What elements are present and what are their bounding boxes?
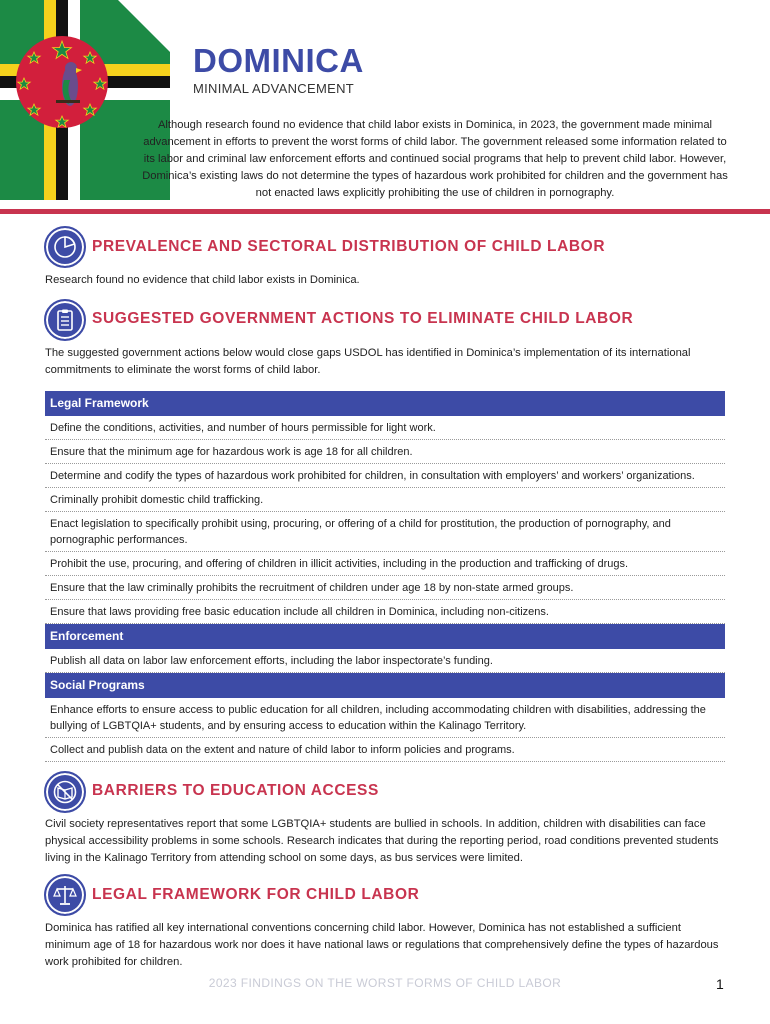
intro-paragraph: Although research found no evidence that child labor exists in Dominica, in 2023, the government made minimal advancement in efforts to prevent the worst forms of child labor. The government released some information related to its labor and criminal law enforcement efforts and continued social programs that help to prevent child labor. However, Dominica’s existing laws do not determine the types of hazardous work prohibited for children and the government has not enacted laws explicitly prohibiting the use of children in pornography. — [142, 119, 728, 199]
section-title-actions: SUGGESTED GOVERNMENT ACTIONS TO ELIMINATE CHILD LABOR — [92, 310, 634, 327]
barriers-text: Civil society representatives report that some LGBTQIA+ students are bullied in schools. In addition, children with disabilities can face physical accessibility problems in some schools. Research indicates that during the reporting period, road conditions prevented students living in the Kalinago Territory from attending school on some days, as bus services were limited. — [45, 818, 719, 864]
footer-report-title: 2023 FINDINGS ON THE WORST FORMS OF CHILD LABOR — [208, 976, 562, 990]
prevalence-text: Research found no evidence that child labor exists in Dominica. — [45, 274, 360, 286]
actions-intro-text: The suggested government actions below would close gaps USDOL has identified in Dominica’s implementation of its international commitments to eliminate the worst forms of child labor. — [45, 347, 691, 376]
header-divider — [0, 209, 770, 214]
table-group-heading: Social Programs — [45, 673, 725, 698]
table-row: Enhance efforts to ensure access to public education for all children, including accommodating children with disabilities, addressing the bullying of LGBTQIA+ students, and by ensuring access to education within the Kalinago Territory. — [45, 698, 725, 738]
table-row: Publish all data on labor law enforcement efforts, including the labor inspectorate’s funding. — [45, 649, 725, 673]
legal-text: Dominica has ratified all key international conventions concerning child labor. However, Dominica has not established a sufficient minimum age of 18 for hazardous work nor does it have national laws or regulations that comprehensively define the types of hazardous work prohibited for children. — [45, 922, 719, 968]
no-book-icon — [44, 771, 86, 813]
section-title-legal: LEGAL FRAMEWORK FOR CHILD LABOR — [92, 886, 420, 903]
table-row: Criminally prohibit domestic child trafficking. — [45, 488, 725, 512]
table-row: Ensure that laws providing free basic education include all children in Dominica, including non-citizens. — [45, 600, 725, 624]
page-title: DOMINICA — [193, 42, 364, 79]
table-row: Determine and codify the types of hazardous work prohibited for children, in consultation with employers’ and workers’ organizations. — [45, 464, 725, 488]
table-group-heading: Enforcement — [45, 624, 725, 649]
table-group-heading: Legal Framework — [45, 391, 725, 416]
assessment-level: MINIMAL ADVANCEMENT — [193, 81, 354, 96]
scales-icon — [44, 874, 86, 916]
table-row: Ensure that the minimum age for hazardous work is age 18 for all children. — [45, 440, 725, 464]
table-row: Enact legislation to specifically prohibit using, procuring, or offering of a child for prostitution, the production of pornography, and pornographic performances. — [45, 512, 725, 552]
page-number: 1 — [716, 976, 724, 992]
table-row: Prohibit the use, procuring, and offering of children in illicit activities, including in the production and trafficking of drugs. — [45, 552, 725, 576]
clipboard-icon — [44, 299, 86, 341]
table-row: Collect and publish data on the extent and nature of child labor to inform policies and programs. — [45, 738, 725, 762]
table-row: Define the conditions, activities, and number of hours permissible for light work. — [45, 416, 725, 440]
table-row: Ensure that the law criminally prohibits the recruitment of children under age 18 by non-state armed groups. — [45, 576, 725, 600]
suggested-actions-table — [45, 391, 725, 762]
section-title-prevalence: PREVALENCE AND SECTORAL DISTRIBUTION OF CHILD LABOR — [92, 238, 606, 255]
pie-chart-icon — [44, 226, 86, 268]
section-title-barriers: BARRIERS TO EDUCATION ACCESS — [92, 782, 379, 799]
